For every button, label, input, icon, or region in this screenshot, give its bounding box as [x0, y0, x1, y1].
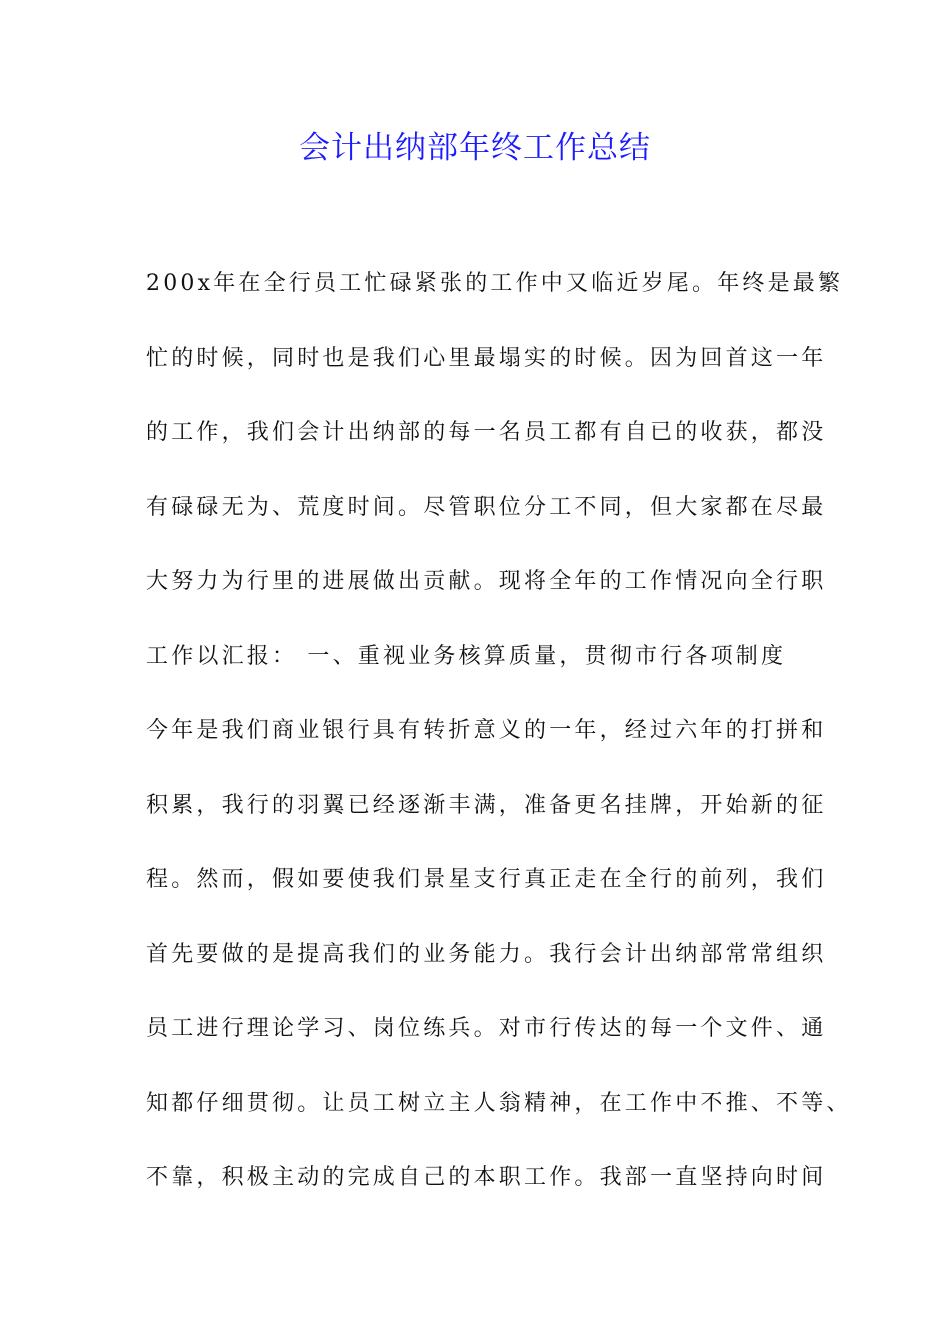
body-line-11: 员工进行理论学习、岗位练兵。对市行传达的每一个文件、通: [146, 1016, 827, 1041]
body-line-5: 大努力为行里的进展做出贡献。现将全年的工作情况向全行职: [146, 569, 827, 594]
body-line-12: 知都仔细贯彻。让员工树立主人翁精神，在工作中不推、不等、: [146, 1090, 852, 1116]
body-line-10: 首先要做的是提高我们的业务能力。我行会计出纳部常常组织: [146, 941, 827, 967]
body-text: [146, 262, 852, 1231]
body-line-13: 不靠，积极主动的完成自己的本职工作。我部一直坚持向时间: [146, 1165, 827, 1190]
body-line-8: 积累，我行的羽翼已经逐渐丰满，准备更名挂牌，开始新的征: [146, 792, 827, 818]
page-title: 会计出纳部年终工作总结: [299, 130, 651, 166]
body-line-3: 的工作，我们会计出纳部的每一名员工都有自已的收获，都没: [146, 420, 827, 445]
body-line-4: 有碌碌无为、荒度时间。尽管职位分工不同，但大家都在尽最: [146, 494, 827, 520]
body-line-6: 工作以汇报： 一、重视业务核算质量，贯彻市行各项制度: [146, 643, 787, 669]
body-line-9: 程。然而，假如要使我们景星支行真正走在全行的前列，我们: [146, 867, 827, 892]
body-line-1: 200x年在全行员工忙碌紧张的工作中又临近岁尾。年终是最繁: [146, 271, 844, 296]
body-line-7: 今年是我们商业银行具有转折意义的一年，经过六年的打拼和: [146, 718, 827, 743]
body-line-2: 忙的时候，同时也是我们心里最塌实的时候。因为回首这一年: [146, 345, 827, 371]
